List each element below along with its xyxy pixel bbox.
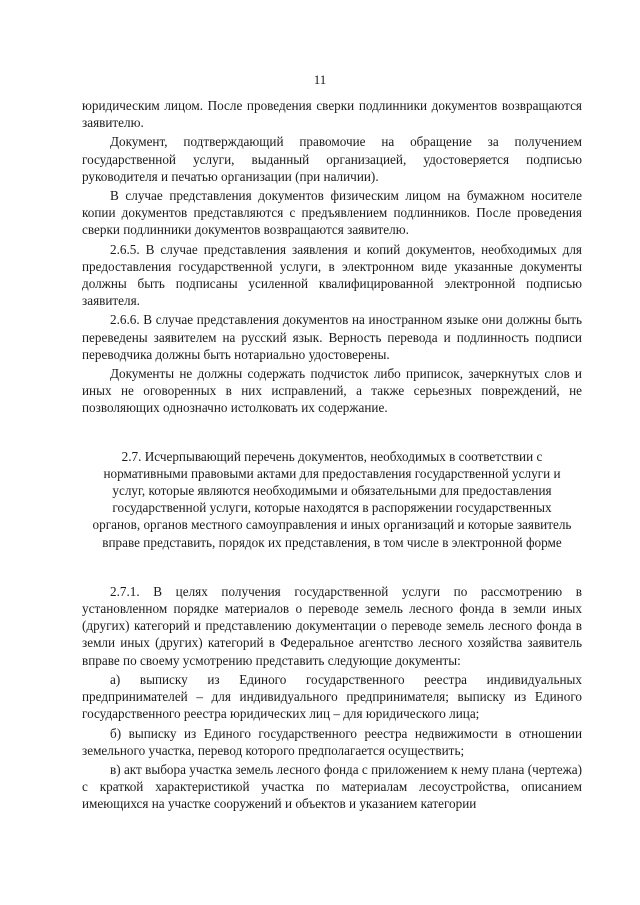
list-item-a: а) выписку из Единого государственного реестра индивидуальных предпринимателей – для индивидуального предпринимателя; выписку из Единого государственного реестра юридических лиц – для юридического лица; bbox=[82, 671, 582, 722]
page-number: 11 bbox=[313, 72, 327, 87]
paragraph-2-7-1: 2.7.1. В целях получения государственной услуги по рассмотрению в установленном порядке материалов о переводе земель лесного фонда в земли иных (других) категорий и представлению документации о переводе земель лесного фонда в земли иных (других) категорий в Федеральное агентство лесного хозяйства заявитель вправе по своему усмотрению представить следующие документы: bbox=[82, 583, 582, 668]
paragraph-2-6-5: 2.6.5. В случае представления заявления и копий документов, необходимых для предоставления государственной услуги, в электронном виде указанные документы должны быть подписаны усиленной квалифицированной электронной подписью заявителя. bbox=[82, 241, 582, 309]
list-item-v: в) акт выбора участка земель лесного фонда с приложением к нему плана (чертежа) с краткой характеристикой участка по материалам лесоустройства, описанием имеющихся на участке сооружений и объектов и указанием категории bbox=[82, 761, 582, 812]
paragraph-authority-document: Документ, подтверждающий правомочие на обращение за получением государственной услуги, выданный организацией, удостоверяется подписью руководителя и печатью организации (при наличии). bbox=[82, 134, 582, 184]
paragraph-2-6-6: 2.6.6. В случае представления документов на иностранном языке они должны быть переведены заявителем на русский язык. Верность перевода и подлинность подписи переводчика должны быть нотариально удостоверены. bbox=[82, 312, 582, 362]
paragraph-paper-copies: В случае представления документов физическим лицом на бумажном носителе копии документов представляются с предъявлением подлинников. После проведения сверки подлинники документов возвращаются заявителю. bbox=[82, 188, 582, 238]
paragraph-no-corrections: Документы не должны содержать подчисток либо приписок, зачеркнутых слов и иных не оговоренных в них исправлений, а также серьезных повреждений, не позволяющих однозначно истолковать их содержание. bbox=[82, 366, 582, 416]
list-item-b: б) выписку из Единого государственного реестра недвижимости в отношении земельного участка, перевод которого предполагается осуществить; bbox=[82, 725, 582, 758]
paragraph-continuation: юридическим лицом. После проведения сверки подлинники документов возвращаются заявителю. bbox=[82, 98, 582, 131]
section-heading-2-7: 2.7. Исчерпывающий перечень документов, необходимых в соответствии с нормативными правовыми актами для предоставления государственной услуги и услуг, которые являются необходимыми и обязательными для предоставления государственной услуги, которые находятся в распоряжении государственных органов, органов местного самоуправления и иных организаций и которые заявитель вправе представить, порядок их представления, в том числе в электронной форме bbox=[92, 448, 572, 550]
page-body bbox=[82, 97, 582, 815]
